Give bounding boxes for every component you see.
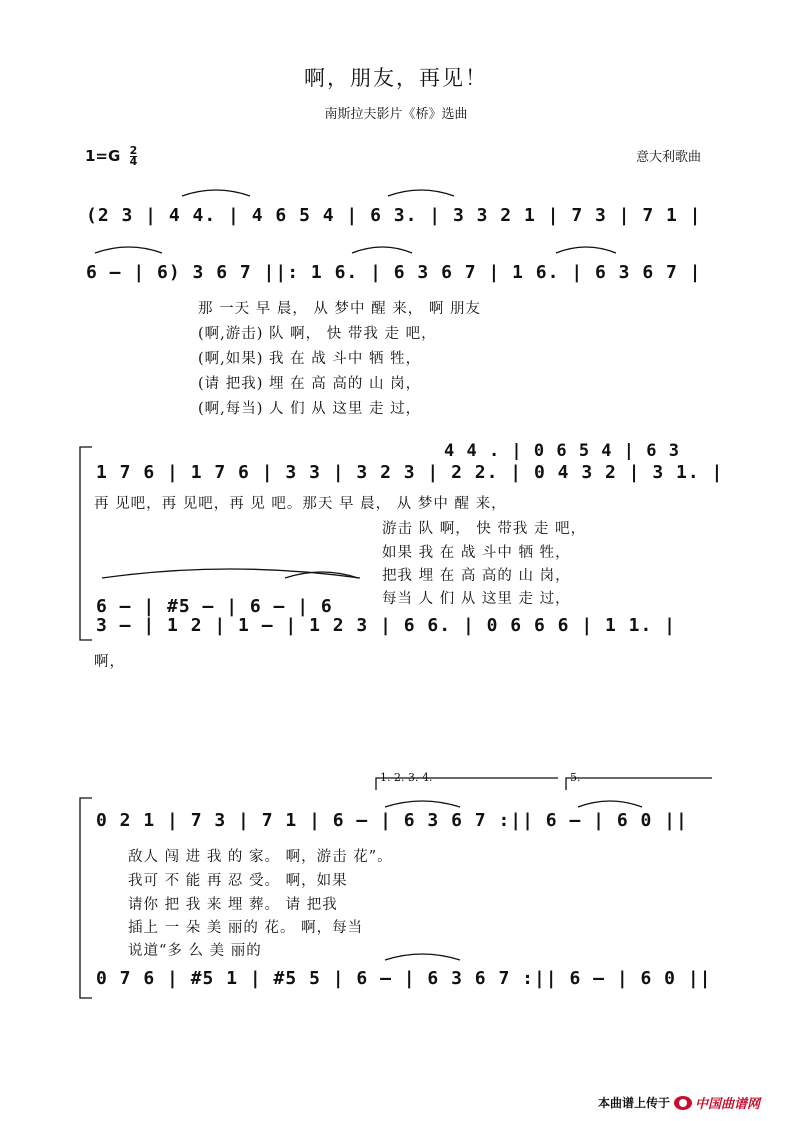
line4-lyric-4: 插上 一 朵 美 丽的 花。 啊，每当 [128,920,364,936]
line3-lyric-5: 每当 人 们 从 这里 走 过， [382,591,571,607]
song-title: 啊，朋友，再见！ [304,66,488,90]
line2-lyric-2: (啊,游击) 队 啊， 快 带我 走 吧， [198,326,437,342]
line3-lower-notes: 3 – | 1 2 | 1 – | 1 2 3 | 6 6. | 0 6 6 6 | 1 1. | [96,615,677,636]
line3-lower-top-notes: 6 – | #5 – | 6 – | 6 [96,596,333,617]
composer-credit: 意大利歌曲 [636,150,702,165]
line4-lyric-2: 我可 不 能 再 忍 受。 啊，如果 [128,873,348,889]
line3-lyric-2: 游击 队 啊， 快 带我 走 吧， [382,521,587,537]
line2-lyric-4: (请 把我) 埋 在 高 高的 山 岗， [198,376,422,392]
site-logo[interactable] [674,1093,760,1112]
site-logo-text: 中国曲谱网 [695,1097,761,1112]
line2-notes: 6 – | 6) 3 6 7 ||: 1 6. | 6 3 6 7 | 1 6. | 6 3 6 7 | [86,262,702,283]
line3-upper-notes: 1 7 6 | 1 7 6 | 3 3 | 3 2 3 | 2 2. | 0 4 3 2 | 3 1. | [96,462,724,483]
line4-lyric-1: 敌人 闯 进 我 的 家。 啊，游击 花”。 [128,849,393,865]
line2-lyric-5: (啊,每当) 人 们 从 这里 走 过， [198,401,422,417]
line4-lower-notes: 0 7 6 | #5 1 | #5 5 | 6 – | 6 3 6 7 :|| 6 – | 6 0 || [96,968,712,989]
footer-upload-text: 本曲谱上传于 [598,1096,671,1110]
site-logo-icon [674,1096,692,1110]
line3-extra-lyric: 啊， [94,654,125,670]
line3-lyric-4: 把我 埋 在 高 高的 山 岗， [382,568,571,584]
line3-lyric-1: 再 见吧，再 见吧，再 见 吧。那天 早 晨， 从 梦中 醒 来， [94,496,507,512]
line3-lyric-3: 如果 我 在 战 斗中 牺 牲， [382,545,571,561]
footer-watermark [598,1093,760,1112]
time-bottom: 4 [129,155,138,168]
song-subtitle: 南斯拉夫影片《桥》选曲 [324,107,468,122]
line4-upper-notes: 0 2 1 | 7 3 | 7 1 | 6 – | 6 3 6 7 :|| 6 – | 6 0 || [96,810,688,831]
time-top: 2 [129,144,138,157]
line1-notes: (2 3 | 4 4. | 4 6 5 4 | 6 3. | 3 3 2 1 | 7 3 | 7 1 | [86,205,702,226]
line3-upper-top-notes: 4 4 . | 0 6 5 4 | 6 3 [444,441,680,461]
line2-lyric-1: 那 一天 早 晨， 从 梦中 醒 来， 啊 朋友 [198,301,481,317]
line2-lyric-3: (啊,如果) 我 在 战 斗中 牺 牲， [198,351,422,367]
volta-2: 5. [570,771,581,784]
line4-lyric-3: 请你 把 我 来 埋 葬。 请 把我 [128,897,338,913]
key-label: 1=G [85,147,121,165]
line4-lyric-5: 说道“多 么 美 丽的 [128,943,262,959]
volta-1: 1. 2. 3. 4. [380,771,433,784]
